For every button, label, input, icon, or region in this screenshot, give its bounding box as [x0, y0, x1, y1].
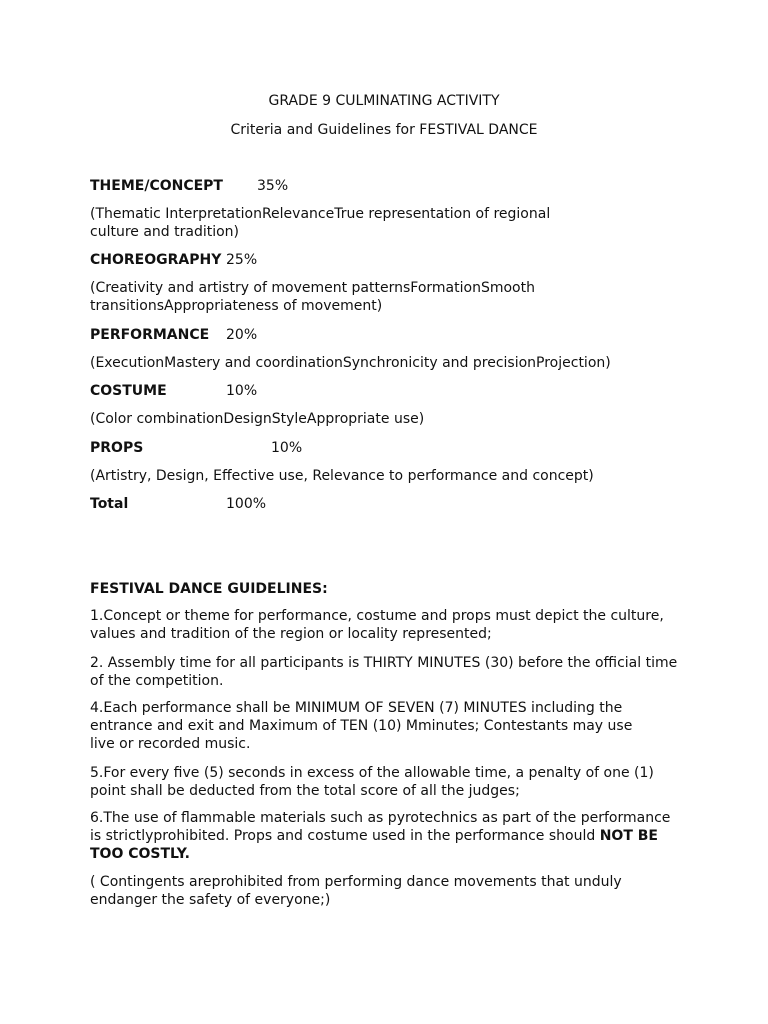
guideline-item-emphasis: NOT BE TOO COSTLY. [90, 828, 658, 862]
criterion-weight: 35% [257, 178, 289, 194]
criterion-description: (Creativity and artistry of movement patternsFormationSmooth transitionsAppropriateness of movement) [90, 280, 535, 314]
criterion-description: (Thematic InterpretationRelevanceTrue representation of regional culture and tradition) [90, 206, 551, 240]
criterion-weight: 10% [226, 383, 258, 399]
guideline-item: 2. Assembly time for all participants is THIRTY MINUTES (30) before the official time of the competition. [90, 655, 678, 689]
guidelines-heading: FESTIVAL DANCE GUIDELINES: [90, 581, 328, 597]
criterion-name: PERFORMANCE [90, 327, 210, 343]
criterion-weight: 20% [226, 327, 258, 343]
guideline-item-text: 6.The use of flammable materials such as pyrotechnics as part of the performance is strictlyprohibited. Props and costume used in the performance should [90, 810, 671, 844]
criterion-description: (Color combinationDesignStyleAppropriate use) [90, 411, 425, 427]
criterion-name: THEME/CONCEPT [90, 178, 223, 194]
total-label: Total [90, 496, 129, 512]
criterion-description: (Artistry, Design, Effective use, Relevance to performance and concept) [90, 468, 594, 484]
document-subtitle: Criteria and Guidelines for FESTIVAL DANCE [230, 122, 538, 138]
criterion-description: (ExecutionMastery and coordinationSynchronicity and precisionProjection) [90, 355, 611, 371]
criterion-weight: 10% [271, 440, 303, 456]
criterion-name: CHOREOGRAPHY [90, 252, 222, 268]
criterion-weight: 25% [226, 252, 258, 268]
guideline-item [90, 809, 675, 863]
guideline-item: ( Contingents areprohibited from performing dance movements that unduly endanger the safety of everyone;) [90, 874, 622, 908]
guideline-item: 5.For every five (5) seconds in excess of the allowable time, a penalty of one (1) point shall be deducted from the total score of all the judges; [90, 765, 654, 799]
guideline-item: 1.Concept or theme for performance, costume and props must depict the culture, values and tradition of the region or locality represented; [90, 608, 664, 642]
document-title: GRADE 9 CULMINATING ACTIVITY [268, 93, 500, 109]
total-value: 100% [226, 496, 267, 512]
criterion-name: COSTUME [90, 383, 167, 399]
guideline-item: 4.Each performance shall be MINIMUM OF SEVEN (7) MINUTES including the entrance and exit and Maximum of TEN (10) Mminutes; Contestants may use live or recorded music. [90, 700, 633, 752]
criterion-name: PROPS [90, 440, 144, 456]
